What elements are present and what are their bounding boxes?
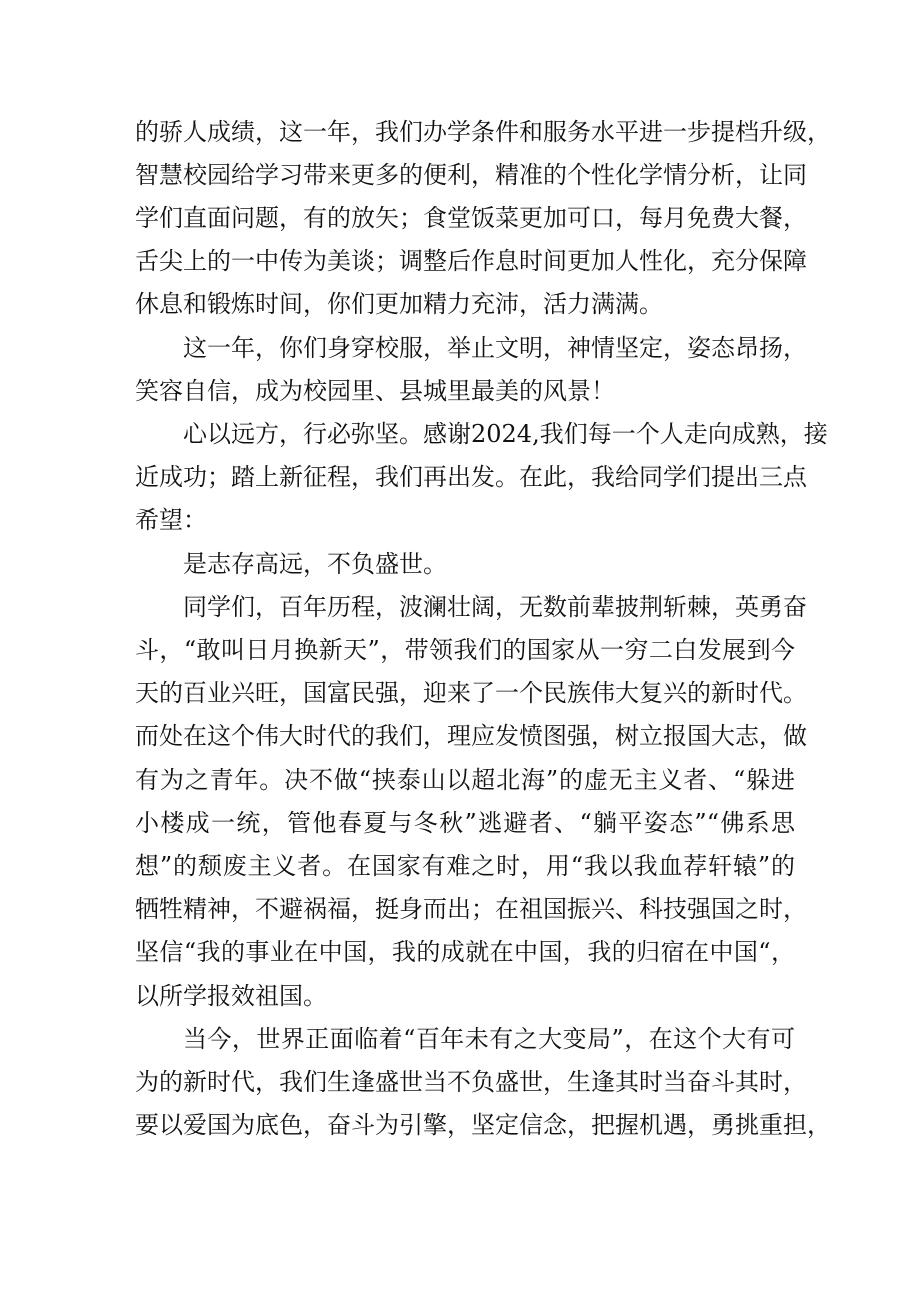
text-line: 这一年，你们身穿校服，举止文明，神情坚定，姿态昂扬， xyxy=(183,334,807,362)
text-line: 斗，“敢叫日月换新天”，带领我们的国家从一穷二白发展到今 xyxy=(135,636,795,664)
text-line: 心以远方，行必弥坚。感谢2024,我们每一个人走向成熟，接 xyxy=(183,420,828,448)
text-line: 要以爱国为底色，奋斗为引擎，坚定信念，把握机遇，勇挑重担， xyxy=(135,1111,831,1139)
text-line: 当今，世界正面临着“百年未有之大变局”，在这个大有可 xyxy=(183,1025,795,1053)
section-heading: 是志存高远，不负盛世。 xyxy=(183,550,447,578)
text-line: 舌尖上的一中传为美谈；调整后作息时间更加人性化，充分保障 xyxy=(135,247,807,275)
text-line: 近成功；踏上新征程，我们再出发。在此，我给同学们提出三点 xyxy=(135,463,807,491)
text-line: 想”的颓废主义者。在国家有难之时，用“我以我血荐轩辕”的 xyxy=(135,852,795,880)
text-line: 而处在这个伟大时代的我们，理应发愤图强，树立报国大志，做 xyxy=(135,722,807,750)
text-line: 小楼成一统，管他春夏与冬秋”逃避者、“躺平姿态”“佛系思 xyxy=(135,809,795,837)
text-line: 天的百业兴旺，国富民强，迎来了一个民族伟大复兴的新时代。 xyxy=(135,679,807,707)
text-line: 休息和锻炼时间，你们更加精力充沛，活力满满。 xyxy=(135,290,663,318)
text-line: 的骄人成绩，这一年，我们办学条件和服务水平进一步提档升级， xyxy=(135,118,831,146)
text-line: 牺牲精神，不避祸福，挺身而出；在祖国振兴、科技强国之时， xyxy=(135,895,807,923)
text-line: 为的新时代，我们生逢盛世当不负盛世，生逢其时当奋斗其时， xyxy=(135,1068,807,1096)
text-line: 坚信“我的事业在中国，我的成就在中国，我的归宿在中国“， xyxy=(135,938,795,966)
text-line: 学们直面问题，有的放矢；食堂饭菜更加可口，每月免费大餐， xyxy=(135,204,807,232)
text-line: 有为之青年。决不做“挟泰山以超北海”的虚无主义者、“躲进 xyxy=(135,766,795,794)
text-line: 以所学报效祖国。 xyxy=(135,982,327,1010)
text-line: 希望： xyxy=(135,506,207,534)
text-line: 同学们，百年历程，波澜壮阔，无数前辈披荆斩棘，英勇奋 xyxy=(183,593,807,621)
text-line: 笑容自信，成为校园里、县城里最美的风景！ xyxy=(135,377,615,405)
text-line: 智慧校园给学习带来更多的便利，精准的个性化学情分析，让同 xyxy=(135,161,807,189)
